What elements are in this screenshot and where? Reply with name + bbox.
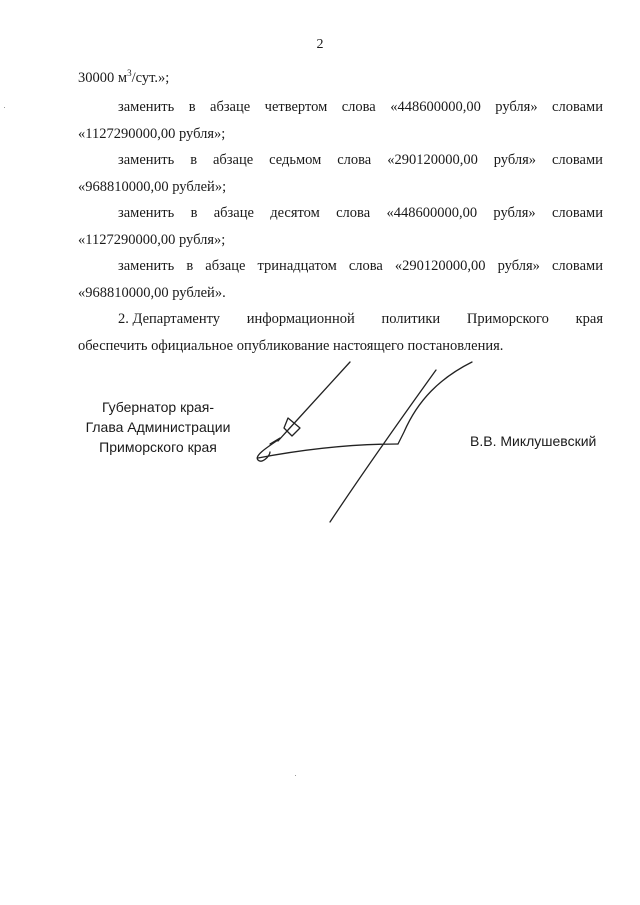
word: рубля» — [493, 152, 537, 168]
signatory-title — [78, 397, 238, 457]
word: слова — [348, 258, 383, 274]
word: абзаце — [205, 258, 246, 274]
word: четвертом — [264, 99, 328, 115]
text-line-justified — [118, 99, 603, 116]
word: «448600000,00 — [386, 205, 478, 221]
word: в — [186, 258, 194, 274]
word: Приморского — [466, 311, 549, 327]
text-line-justified — [118, 311, 603, 328]
word: заменить — [118, 152, 175, 168]
word: абзаце — [212, 152, 254, 168]
page-number: 2 — [316, 37, 324, 52]
text-line-justified — [118, 152, 603, 169]
text-line: обеспечить официальное опубликование настоящего постановления. — [78, 338, 504, 354]
superscript: 3 — [127, 68, 132, 78]
word: «448600000,00 — [390, 99, 481, 115]
word: рубля» — [495, 99, 538, 115]
text-line: «1127290000,00 рубля»; — [78, 126, 226, 142]
word: словами — [552, 99, 603, 115]
text-line: «968810000,00 рублей»; — [78, 179, 227, 195]
text-line — [78, 68, 169, 87]
word: «290120000,00 — [394, 258, 486, 274]
word: политики — [381, 311, 441, 327]
scan-artifact — [295, 775, 296, 776]
word: абзаце — [210, 99, 251, 115]
word: рубля» — [493, 205, 536, 221]
word: десятом — [270, 205, 320, 221]
word: словами — [552, 205, 603, 221]
signer-name: В.В. Миклушевский — [470, 433, 597, 449]
word: рубля» — [497, 258, 540, 274]
text-fragment: 30000 м — [78, 69, 128, 86]
word: слова — [336, 205, 371, 221]
word: слова — [341, 99, 376, 115]
word: края — [575, 311, 603, 327]
word: заменить — [118, 258, 175, 274]
word: тринадцатом — [257, 258, 337, 274]
text-line-justified — [118, 205, 603, 222]
signatory-title-line: Приморского края — [99, 439, 217, 455]
word: в — [188, 99, 196, 115]
signatory-title-line: Глава Администрации — [85, 419, 231, 435]
word: в — [190, 152, 198, 168]
word: заменить — [118, 99, 175, 115]
word: седьмом — [269, 152, 322, 168]
word: абзаце — [213, 205, 254, 221]
word: словами — [552, 258, 603, 274]
handwritten-signature — [240, 340, 480, 530]
word: информационной — [246, 311, 355, 327]
word: в — [190, 205, 198, 221]
word: слова — [337, 152, 372, 168]
word: «290120000,00 — [387, 152, 478, 168]
text-line: «968810000,00 рублей». — [78, 285, 226, 301]
word: заменить — [118, 205, 175, 221]
text-line-justified — [118, 258, 603, 275]
text-line: «1127290000,00 рубля»; — [78, 232, 226, 248]
signatory-title-line: Губернатор края- — [101, 399, 215, 415]
text-fragment: /сут.»; — [131, 69, 170, 86]
scan-artifact — [4, 107, 5, 108]
word: 2. Департаменту — [118, 311, 220, 327]
word: словами — [551, 152, 603, 168]
